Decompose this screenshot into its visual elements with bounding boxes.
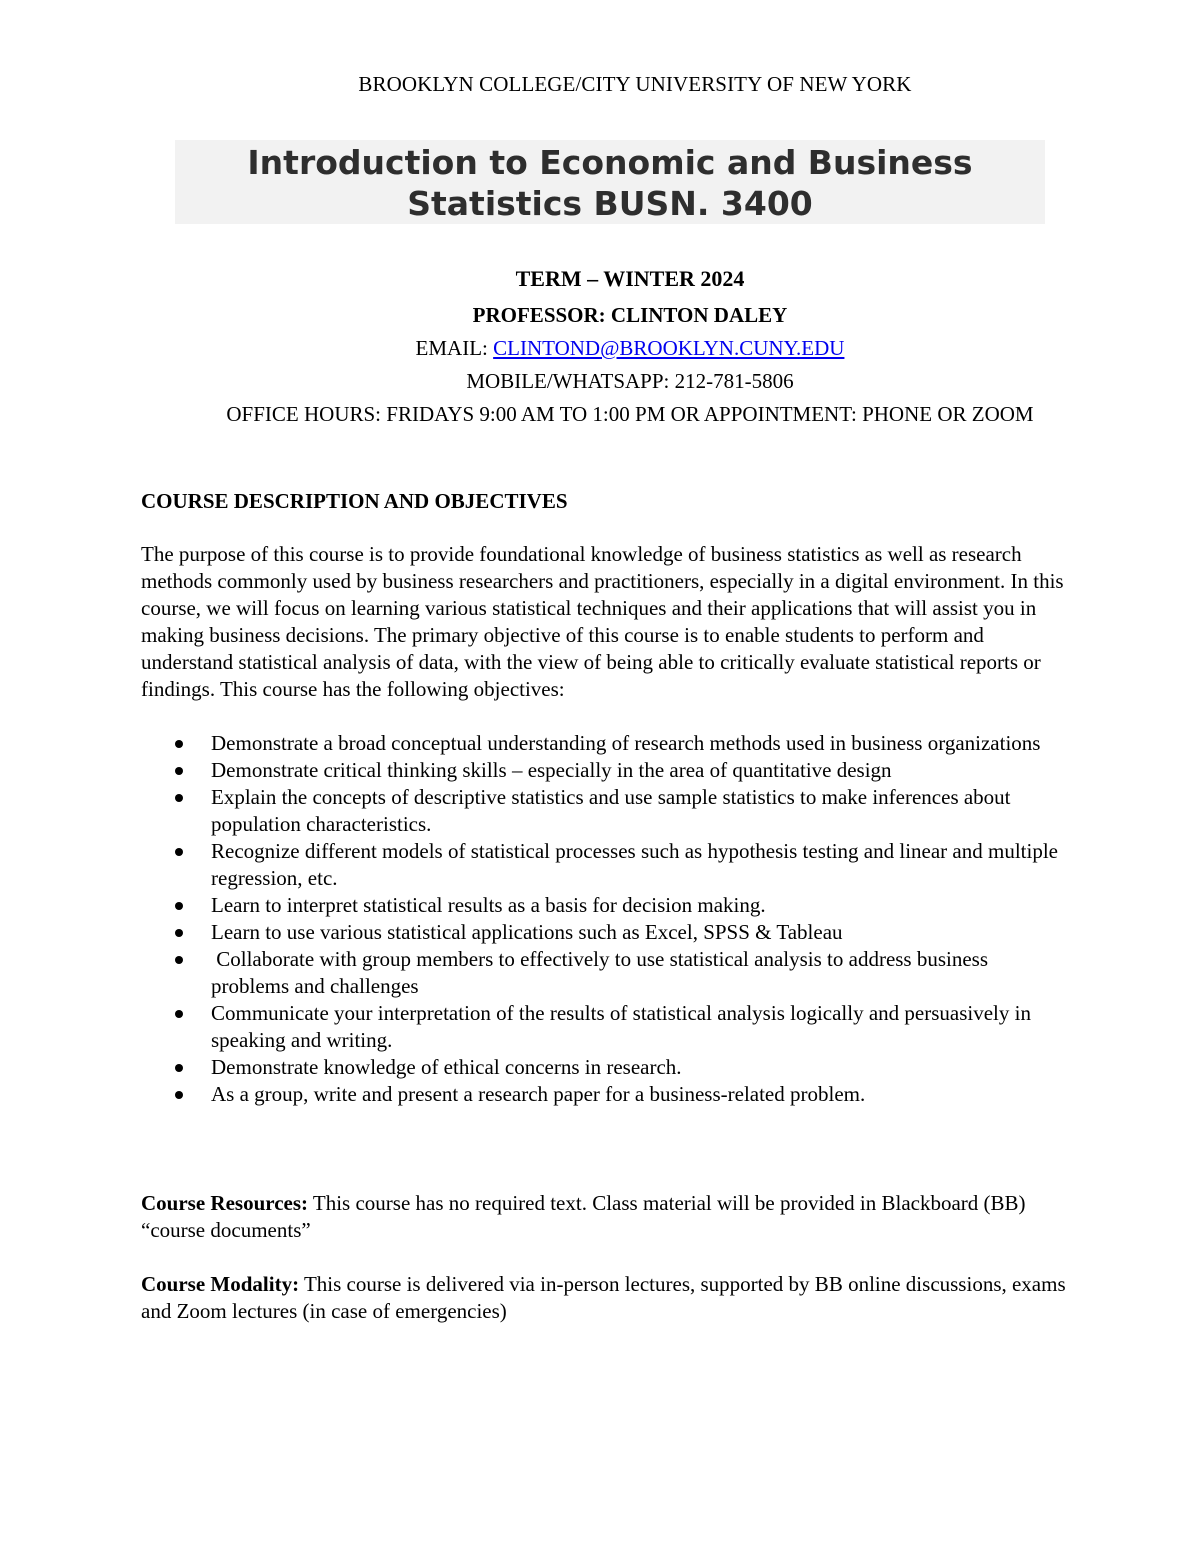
course-description-heading: COURSE DESCRIPTION AND OBJECTIVES	[141, 489, 568, 513]
list-item	[141, 757, 1071, 784]
course-modality-text: This course is delivered via in-person lectures, supported by BB online discussions, exams and Zoom lectures (in case of emergencies)	[141, 1272, 1066, 1323]
bullet-icon	[175, 794, 183, 802]
course-title-line-2: Statistics BUSN. 3400	[407, 184, 813, 223]
list-item	[141, 892, 1071, 919]
objective-text: Demonstrate critical thinking skills – especially in the area of quantitative design	[211, 758, 892, 782]
course-modality-paragraph	[141, 1271, 1071, 1325]
bullet-icon	[175, 848, 183, 856]
list-item	[141, 1081, 1071, 1108]
bullet-icon	[175, 767, 183, 775]
objective-text: Learn to interpret statistical results as a basis for decision making.	[211, 893, 766, 917]
course-title-box	[175, 140, 1045, 224]
bullet-icon	[175, 902, 183, 910]
list-item	[141, 838, 1071, 892]
list-item	[141, 946, 1071, 1000]
bullet-icon	[175, 1010, 183, 1018]
course-title	[175, 140, 1045, 224]
bullet-icon	[175, 929, 183, 937]
objective-text: Demonstrate knowledge of ethical concerns in research.	[211, 1055, 682, 1079]
course-resources-label: Course Resources:	[141, 1191, 308, 1215]
institution-name: BROOKLYN COLLEGE/CITY UNIVERSITY OF NEW YORK	[358, 72, 912, 96]
course-resources-paragraph	[141, 1190, 1071, 1244]
bullet-icon	[175, 1064, 183, 1072]
list-item	[141, 1054, 1071, 1081]
list-item	[141, 784, 1071, 838]
course-modality-label: Course Modality:	[141, 1272, 300, 1296]
mobile-whatsapp: MOBILE/WHATSAPP: 212-781-5806	[466, 369, 794, 393]
office-hours: OFFICE HOURS: FRIDAYS 9:00 AM TO 1:00 PM OR APPOINTMENT: PHONE OR ZOOM	[226, 402, 1034, 426]
course-purpose-paragraph: The purpose of this course is to provide foundational knowledge of business statistics as well as research methods commonly used by business researchers and practitioners, especially in a digital environment. In this course, we will focus on learning various statistical techniques and their applications that will assist you in making business decisions. The primary objective of this course is to enable students to perform and understand statistical analysis of data, with the view of being able to critically evaluate statistical reports or findings. This course has the following objectives:	[141, 542, 1064, 701]
objective-text: Learn to use various statistical applications such as Excel, SPSS & Tableau	[211, 920, 843, 944]
term: TERM – WINTER 2024	[515, 266, 745, 291]
objective-text: Explain the concepts of descriptive statistics and use sample statistics to make inferences about population characteristics.	[211, 785, 1011, 836]
course-title-line-1: Introduction to Economic and Business	[247, 143, 973, 182]
bullet-icon	[175, 956, 183, 964]
email-label: EMAIL:	[415, 336, 494, 360]
course-resources-text: This course has no required text. Class material will be provided in Blackboard (BB) “course documents”	[141, 1191, 1026, 1242]
list-item	[141, 919, 1071, 946]
objectives-list	[141, 730, 1071, 1108]
bullet-icon	[175, 740, 183, 748]
objective-text: Demonstrate a broad conceptual understanding of research methods used in business organizations	[211, 731, 1041, 755]
objective-text: Recognize different models of statistical processes such as hypothesis testing and linear and multiple regression, etc.	[211, 839, 1058, 890]
objective-text: As a group, write and present a research paper for a business-related problem.	[211, 1082, 866, 1106]
objective-text: Collaborate with group members to effectively to use statistical analysis to address business problems and challenges	[211, 947, 994, 998]
list-item	[141, 730, 1071, 757]
email-line	[120, 336, 1140, 361]
bullet-icon	[175, 1091, 183, 1099]
objective-text: Communicate your interpretation of the results of statistical analysis logically and persuasively in speaking and writing.	[211, 1001, 1031, 1052]
email-link[interactable]: CLINTOND@BROOKLYN.CUNY.EDU	[493, 336, 845, 360]
professor: PROFESSOR: CLINTON DALEY	[472, 303, 788, 327]
list-item	[141, 1000, 1071, 1054]
